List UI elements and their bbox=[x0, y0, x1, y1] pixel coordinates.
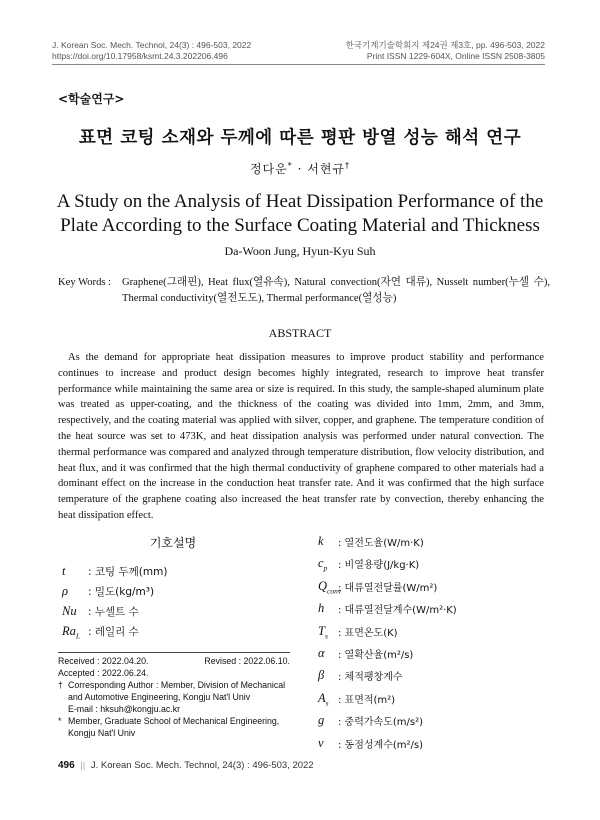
symbol-main: g bbox=[318, 713, 325, 728]
nomenclature-description: : 표면적(m²) bbox=[338, 694, 396, 706]
nomenclature-symbol bbox=[62, 564, 65, 579]
symbol-main: Q bbox=[318, 578, 328, 593]
journal-citation-korean: 한국기계기술학회지 제24권 제3호, pp. 496-503, 2022 bbox=[345, 40, 545, 50]
nomenclature-description: : 대류열전달률(W/m²) bbox=[338, 582, 438, 594]
nomenclature-symbol bbox=[318, 624, 328, 641]
article-category: <학술연구> bbox=[58, 92, 125, 106]
symbol-main: Nu bbox=[62, 604, 77, 618]
corresponding-author-text: Corresponding Author : Member, Division of Mechanical and Automotive Engineering, Kongju Nat'l Univ bbox=[68, 680, 286, 702]
member-text: Member, Graduate School of Mechanical Engineering, Kongju Nat'l Univ bbox=[68, 716, 280, 738]
symbol-main: h bbox=[318, 601, 325, 616]
nomenclature-description: : 밀도(kg/m³) bbox=[88, 586, 155, 598]
nomenclature-description: : 비열용량(J/kg·K) bbox=[338, 560, 420, 572]
symbol-subscript: L bbox=[75, 631, 81, 641]
running-header-left bbox=[52, 40, 251, 62]
symbol-subscript: s bbox=[324, 631, 328, 641]
keywords-label: Key Words : bbox=[58, 277, 112, 288]
email-line bbox=[58, 703, 290, 715]
footnotes bbox=[58, 655, 290, 739]
footnote-divider bbox=[58, 652, 290, 653]
nomenclature-description: : 동점성계수(m²/s) bbox=[338, 739, 423, 751]
nomenclature-symbol bbox=[62, 584, 68, 599]
nomenclature-symbol bbox=[318, 556, 327, 573]
page-footer bbox=[58, 760, 314, 771]
page-number: 496 bbox=[58, 760, 75, 771]
journal-citation: J. Korean Soc. Mech. Technol, 24(3) : 496-503, 2022 bbox=[52, 40, 252, 50]
nomenclature-symbol bbox=[62, 624, 80, 641]
symbol-subscript: conv bbox=[327, 586, 342, 596]
footer-citation: J. Korean Soc. Mech. Technol, 24(3) : 496-503, 2022 bbox=[90, 760, 314, 771]
received-date: Received : 2022.04.20. bbox=[58, 656, 149, 666]
symbol-main: ν bbox=[318, 735, 324, 750]
nomenclature-description: : 레일리 수 bbox=[88, 626, 139, 638]
author-1-mark: * bbox=[287, 161, 293, 170]
nomenclature-symbol bbox=[318, 646, 325, 661]
nomenclature-symbol bbox=[318, 534, 324, 549]
dagger-mark: † bbox=[58, 680, 63, 690]
accepted-date: Accepted : 2022.06.24. bbox=[58, 668, 149, 678]
symbol-main: T bbox=[318, 623, 325, 638]
symbol-subscript: s bbox=[325, 698, 329, 708]
doi-link[interactable]: https://doi.org/10.17958/ksmt.24.3.202206.496 bbox=[52, 51, 228, 61]
abstract-heading: ABSTRACT bbox=[268, 326, 332, 340]
authors-korean bbox=[0, 160, 600, 177]
abstract-body: As the demand for appropriate heat dissipation measures to improve product stability and performance continues to increase and product design becomes highly integrated, research to improve heat transfer performance while maintaining the same area or size is required. In this study, the sample-shaped aluminum plate was treated as upper-coating, and the thickness of the coating was divided into 1mm, 2mm, and 3mm, respectively, and the coating material was applied with silver, copper, and graphene. The temperature condition of the heat source was set to 473K, and heat dissipation analysis was performed under natural convection. The thermal performance was compared and analyzed through temperature distribution, flow velocity distribution, and heat flux, and it was confirmed that the high thermal conductivity of graphene compared to other materials had a dominant effect on the increase in the conduction heat transfer rate. And it was confirmed that the high surface temperature of the graphene coating also increased the heat transfer rate by convection, thereby enhancing the heat dissipation effect. bbox=[58, 352, 544, 521]
symbol-main: ρ bbox=[62, 584, 68, 598]
keywords-text: Graphene(그래핀), Heat flux(열유속), Natural convection(자연 대류), Nusselt number(누셀 수), Thermal conductivity(열전도도), Thermal performance(열성능) bbox=[122, 277, 550, 304]
keywords bbox=[58, 275, 550, 307]
title-korean: 표면 코팅 소재와 두께에 따른 평판 방열 성능 해석 연구 bbox=[78, 128, 522, 148]
nomenclature-description: : 체적팽창계수 bbox=[338, 672, 403, 684]
nomenclature-symbol bbox=[318, 601, 324, 616]
asterisk-mark: * bbox=[58, 716, 62, 726]
nomenclature-description: : 누셀트 수 bbox=[88, 606, 139, 618]
revised-date: Revised : 2022.06.10. bbox=[204, 656, 290, 666]
author-2: 서현규 bbox=[307, 162, 346, 176]
nomenclature-symbol bbox=[318, 691, 329, 708]
nomenclature-description: : 중력가속도(m/s²) bbox=[338, 717, 423, 729]
running-header-right bbox=[346, 40, 545, 62]
symbol-subscript: p bbox=[323, 563, 328, 573]
nomenclature-description: : 코팅 두께(mm) bbox=[88, 566, 168, 578]
corresponding-author-note bbox=[58, 679, 290, 703]
nomenclature-symbol bbox=[318, 668, 324, 683]
nomenclature-description: : 대류열전달계수(W/m²·K) bbox=[338, 605, 457, 617]
symbol-main: α bbox=[318, 646, 325, 660]
authors-english: Da-Woon Jung, Hyun-Kyu Suh bbox=[224, 244, 376, 258]
nomenclature-description: : 열전도율(W/m·K) bbox=[338, 538, 424, 549]
nomenclature-symbol bbox=[318, 736, 324, 751]
footer-separator: || bbox=[80, 760, 86, 771]
title-english: A Study on the Analysis of Heat Dissipation Performance of the Plate According to the Surface Coating Material and Thickness bbox=[56, 191, 544, 236]
symbol-main: A bbox=[318, 690, 326, 705]
header-divider bbox=[52, 64, 545, 65]
symbol-main: Ra bbox=[62, 624, 76, 638]
nomenclature-description: : 표면온도(K) bbox=[338, 627, 398, 639]
symbol-main: c bbox=[318, 556, 324, 571]
member-note bbox=[58, 715, 290, 739]
email-text[interactable]: E-mail : hksuh@kongju.ac.kr bbox=[68, 704, 181, 714]
nomenclature-symbol bbox=[62, 604, 77, 619]
nomenclature-symbol bbox=[318, 713, 324, 728]
author-1: 정다운 bbox=[249, 162, 288, 176]
symbol-main: t bbox=[62, 564, 66, 578]
nomenclature-description: : 열확산율(m²/s) bbox=[338, 650, 414, 661]
author-2-mark: † bbox=[345, 161, 351, 170]
symbol-main: β bbox=[318, 668, 325, 683]
issn: Print ISSN 1229-604X, Online ISSN 2508-3805 bbox=[366, 51, 545, 61]
nomenclature-heading: 기호설명 bbox=[149, 536, 197, 550]
symbol-main: k bbox=[318, 534, 324, 548]
author-separator: · bbox=[297, 162, 303, 176]
